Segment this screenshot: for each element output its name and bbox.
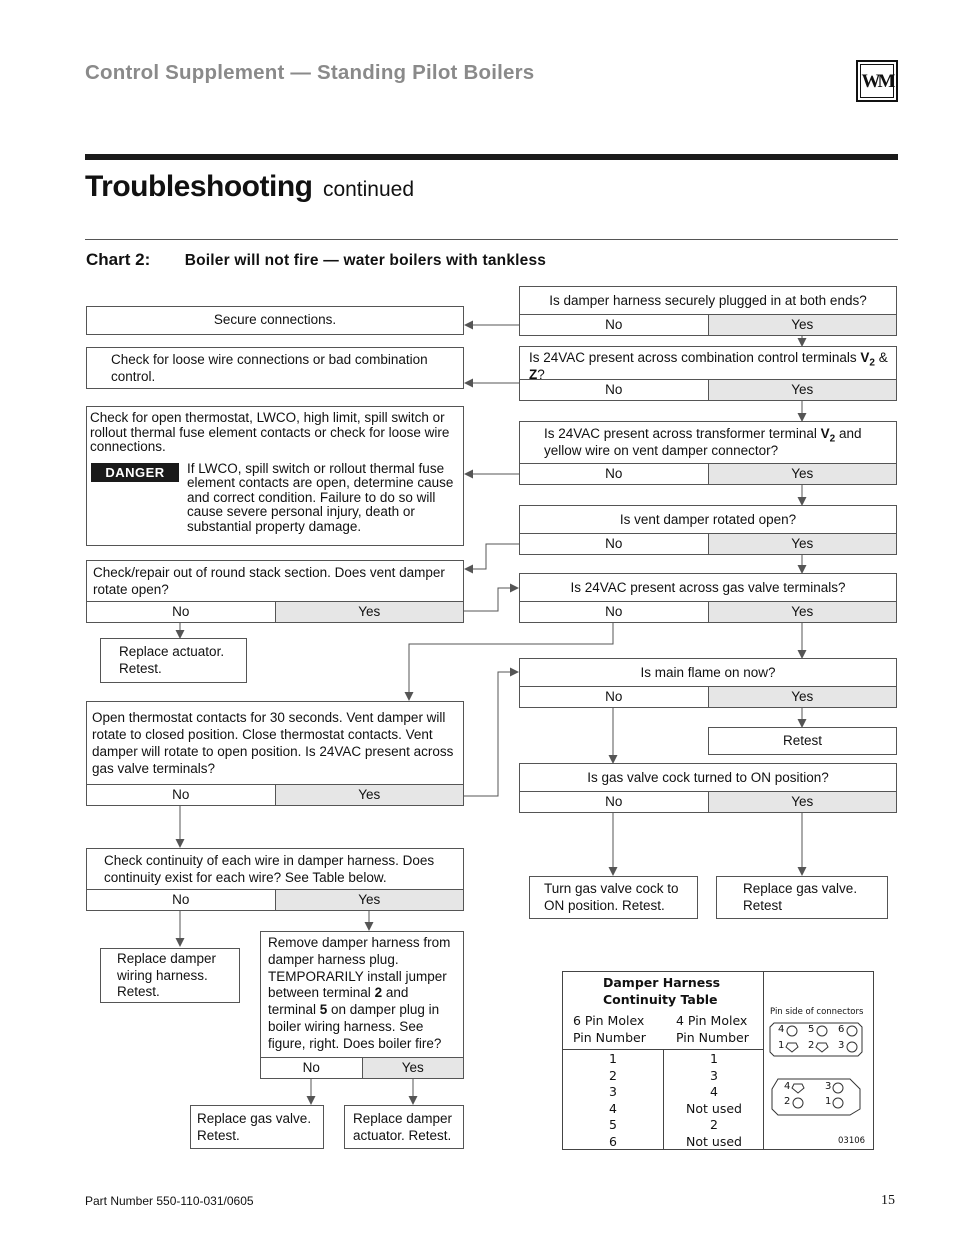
answer-no: No xyxy=(172,604,190,619)
answer-no: No xyxy=(605,794,623,809)
six-pin-cell: 6 xyxy=(609,1133,617,1149)
l4-text-a: Remove damper harness from damper harness plug. TEMPORARILY install jumper between terminal xyxy=(268,935,451,1001)
answer-yes: Yes xyxy=(275,785,464,805)
answer-yes: Yes xyxy=(708,315,897,335)
four-pin-cell: Not used xyxy=(686,1133,742,1149)
action-text: Replace gas valve. Retest xyxy=(743,881,858,913)
l4-terminal-2: 2 xyxy=(374,985,383,1001)
pin-label: 3 xyxy=(825,1081,832,1092)
question-vent-damper-open xyxy=(519,505,897,555)
action-retest xyxy=(708,727,897,755)
answer-row xyxy=(261,1057,463,1078)
six-pin-cell: 1 xyxy=(609,1051,617,1066)
q3-text-post: and yellow wire on vent damper connector? xyxy=(544,426,862,458)
q2-text-post: ? xyxy=(537,367,545,382)
action-text: Check for open thermostat, LWCO, high limit, spill switch or rollout thermal fuse element contacts or check for loose wire connections. xyxy=(90,410,450,454)
question-repair-stack xyxy=(86,560,464,623)
q2-terminal-sub: 2 xyxy=(869,357,875,369)
question-text: Is 24VAC present across gas valve terminals? xyxy=(570,580,846,595)
action-text: Replace damper actuator. Retest. xyxy=(353,1111,453,1143)
pin-label: 1 xyxy=(778,1040,785,1051)
six-pin-cell: 3 xyxy=(609,1084,617,1099)
question-transformer-voltage xyxy=(519,421,897,485)
danger-notice xyxy=(90,462,459,535)
answer-no: No xyxy=(605,466,623,481)
footer-page-number: 15 xyxy=(881,1193,895,1208)
table-left-panel xyxy=(563,972,764,1149)
question-text xyxy=(520,422,896,459)
answer-no: No xyxy=(172,892,190,907)
answer-row xyxy=(520,533,896,554)
q2-terminal-z: Z xyxy=(529,367,538,382)
six-pin-bottom-labels xyxy=(764,1040,873,1054)
answer-row xyxy=(520,379,896,400)
action-replace-actuator xyxy=(100,638,247,683)
answer-yes: Yes xyxy=(708,534,897,554)
action-secure-connections xyxy=(86,306,464,335)
answer-yes: Yes xyxy=(362,1058,464,1078)
answer-no: No xyxy=(605,689,623,704)
answer-no: No xyxy=(605,536,623,551)
answer-yes: Yes xyxy=(708,602,897,622)
table-col1-header: 6 Pin Molex Pin Number xyxy=(573,1013,646,1045)
l4-text-c: and terminal xyxy=(268,985,409,1018)
table-row xyxy=(563,1084,763,1101)
table-row xyxy=(563,1117,763,1134)
action-replace-gas-valve-left xyxy=(190,1105,324,1149)
l4-terminal-5: 5 xyxy=(319,1002,328,1018)
question-text: Check/repair out of round stack section. Does vent damper rotate open? xyxy=(93,565,445,597)
action-text: Replace damper wiring harness. Retest. xyxy=(117,951,217,999)
action-text: Replace actuator. Retest. xyxy=(119,644,225,676)
table-body xyxy=(563,1051,763,1150)
q2-text-pre: Is 24VAC present across combination control terminals xyxy=(529,350,861,365)
question-text: Open thermostat contacts for 30 seconds. Vent damper will rotate to closed position. Close thermostat contacts. Vent damper will rotate to open position. Is 24VAC present across gas valve terminals? xyxy=(92,710,454,776)
six-pin-top-labels xyxy=(764,1024,873,1038)
figure-code: 03106 xyxy=(838,1136,866,1146)
answer-no: No xyxy=(172,787,190,802)
action-text: Secure connections. xyxy=(213,312,337,327)
six-pin-cell: 2 xyxy=(609,1067,617,1083)
answer-yes: Yes xyxy=(708,380,897,400)
q2-text-mid: & xyxy=(874,350,888,365)
table-row xyxy=(563,1068,763,1085)
l4-text-e: on damper plug in boiler wiring harness. See figure, right. Does boiler fire? xyxy=(268,1002,442,1051)
pin-label: 4 xyxy=(778,1024,785,1035)
q3-terminal-sub: 2 xyxy=(829,433,836,445)
answer-row xyxy=(87,889,463,910)
action-check-open-contacts xyxy=(86,406,464,546)
section-subtitle: continued xyxy=(322,178,415,201)
question-text: Is vent damper rotated open? xyxy=(619,512,797,527)
table-row xyxy=(563,1101,763,1118)
question-text: Is gas valve cock turned to ON position? xyxy=(587,770,829,785)
logo-text: WM xyxy=(861,71,893,92)
answer-no: No xyxy=(605,317,623,332)
action-check-loose-wires xyxy=(86,347,464,389)
q3-terminal-v: V xyxy=(820,426,830,441)
answer-no: No xyxy=(302,1060,320,1075)
answer-row xyxy=(520,314,896,335)
answer-row xyxy=(520,791,896,812)
question-damper-harness xyxy=(519,286,897,336)
pin-label: 4 xyxy=(784,1081,791,1092)
action-replace-gas-valve-right xyxy=(716,876,888,919)
answer-row xyxy=(520,463,896,484)
table-row xyxy=(563,1051,763,1068)
table-title: Damper Harness Continuity Table xyxy=(603,975,721,1007)
answer-row xyxy=(87,601,463,622)
section-title-text: Troubleshooting xyxy=(85,170,313,203)
question-gas-valve-voltage xyxy=(519,573,897,623)
pin-label: 3 xyxy=(838,1040,845,1051)
answer-row xyxy=(87,784,463,805)
connector-figure xyxy=(764,972,873,1149)
connector-diagram xyxy=(764,972,873,1149)
table-row xyxy=(563,1134,763,1151)
action-replace-wiring-harness xyxy=(100,948,240,1003)
q3-text-pre: Is 24VAC present across transformer terminal xyxy=(544,426,821,441)
chart-label: Chart 2: xyxy=(86,250,151,269)
question-jumper-test xyxy=(260,931,464,1079)
danger-text: If LWCO, spill switch or rollout thermal fuse element contacts are open, determine cause and correct condition. Failure to do so will cause severe personal injury, death or substantial property damage. xyxy=(187,460,454,534)
answer-no: No xyxy=(605,604,623,619)
answer-row xyxy=(520,686,896,707)
question-harness-continuity xyxy=(86,848,464,911)
question-text: Check continuity of each wire in damper harness. Does continuity exist for each wire? See Table below. xyxy=(104,853,435,885)
answer-yes: Yes xyxy=(275,890,464,910)
six-pin-cell: 5 xyxy=(609,1117,617,1132)
four-pin-top-labels xyxy=(764,1081,873,1095)
chart-title: Boiler will not fire — water boilers with tankless xyxy=(184,252,547,269)
answer-yes: Yes xyxy=(708,792,897,812)
four-pin-cell: 2 xyxy=(710,1117,718,1132)
question-combination-control-voltage xyxy=(519,346,897,401)
pin-label: 1 xyxy=(825,1096,832,1107)
action-text: Turn gas valve cock to ON position. Retest. xyxy=(544,881,679,913)
answer-yes: Yes xyxy=(275,602,464,622)
answer-yes: Yes xyxy=(708,687,897,707)
four-pin-cell: 1 xyxy=(710,1051,718,1066)
action-turn-gas-cock xyxy=(529,876,698,919)
action-replace-damper-actuator xyxy=(344,1105,464,1149)
pin-label: 6 xyxy=(838,1024,845,1035)
six-pin-cell: 4 xyxy=(609,1100,617,1116)
continuity-table xyxy=(562,971,874,1150)
answer-yes: Yes xyxy=(708,464,897,484)
figure-caption: Pin side of connectors xyxy=(770,1007,864,1017)
question-gas-valve-cock xyxy=(519,763,897,813)
action-text: Replace gas valve. Retest. xyxy=(197,1111,312,1143)
answer-no: No xyxy=(605,382,623,397)
question-text: Is main flame on now? xyxy=(640,665,776,680)
action-text: Retest xyxy=(782,733,823,748)
answer-row xyxy=(520,601,896,622)
question-open-thermostat-test xyxy=(86,701,464,806)
question-main-flame xyxy=(519,658,897,708)
pin-label: 5 xyxy=(808,1024,815,1035)
question-text xyxy=(520,347,896,383)
question-text xyxy=(261,932,463,1053)
four-pin-cell: 3 xyxy=(710,1067,718,1083)
four-pin-cell: 4 xyxy=(710,1084,718,1099)
danger-label: DANGER xyxy=(91,463,179,482)
table-col2-header: 4 Pin Molex Pin Number xyxy=(676,1013,749,1045)
pin-label: 2 xyxy=(808,1040,815,1051)
q2-terminal-v: V xyxy=(860,350,870,365)
pin-label: 2 xyxy=(784,1096,791,1107)
footer-part-number: Part Number 550-110-031/0605 xyxy=(85,1194,254,1208)
document-header-title: Control Supplement — Standing Pilot Boilers xyxy=(85,61,535,84)
question-text: Is damper harness securely plugged in at both ends? xyxy=(549,293,867,308)
action-text: Check for loose wire connections or bad combination control. xyxy=(111,352,428,384)
four-pin-cell: Not used xyxy=(686,1100,742,1116)
four-pin-bottom-labels xyxy=(764,1096,873,1110)
